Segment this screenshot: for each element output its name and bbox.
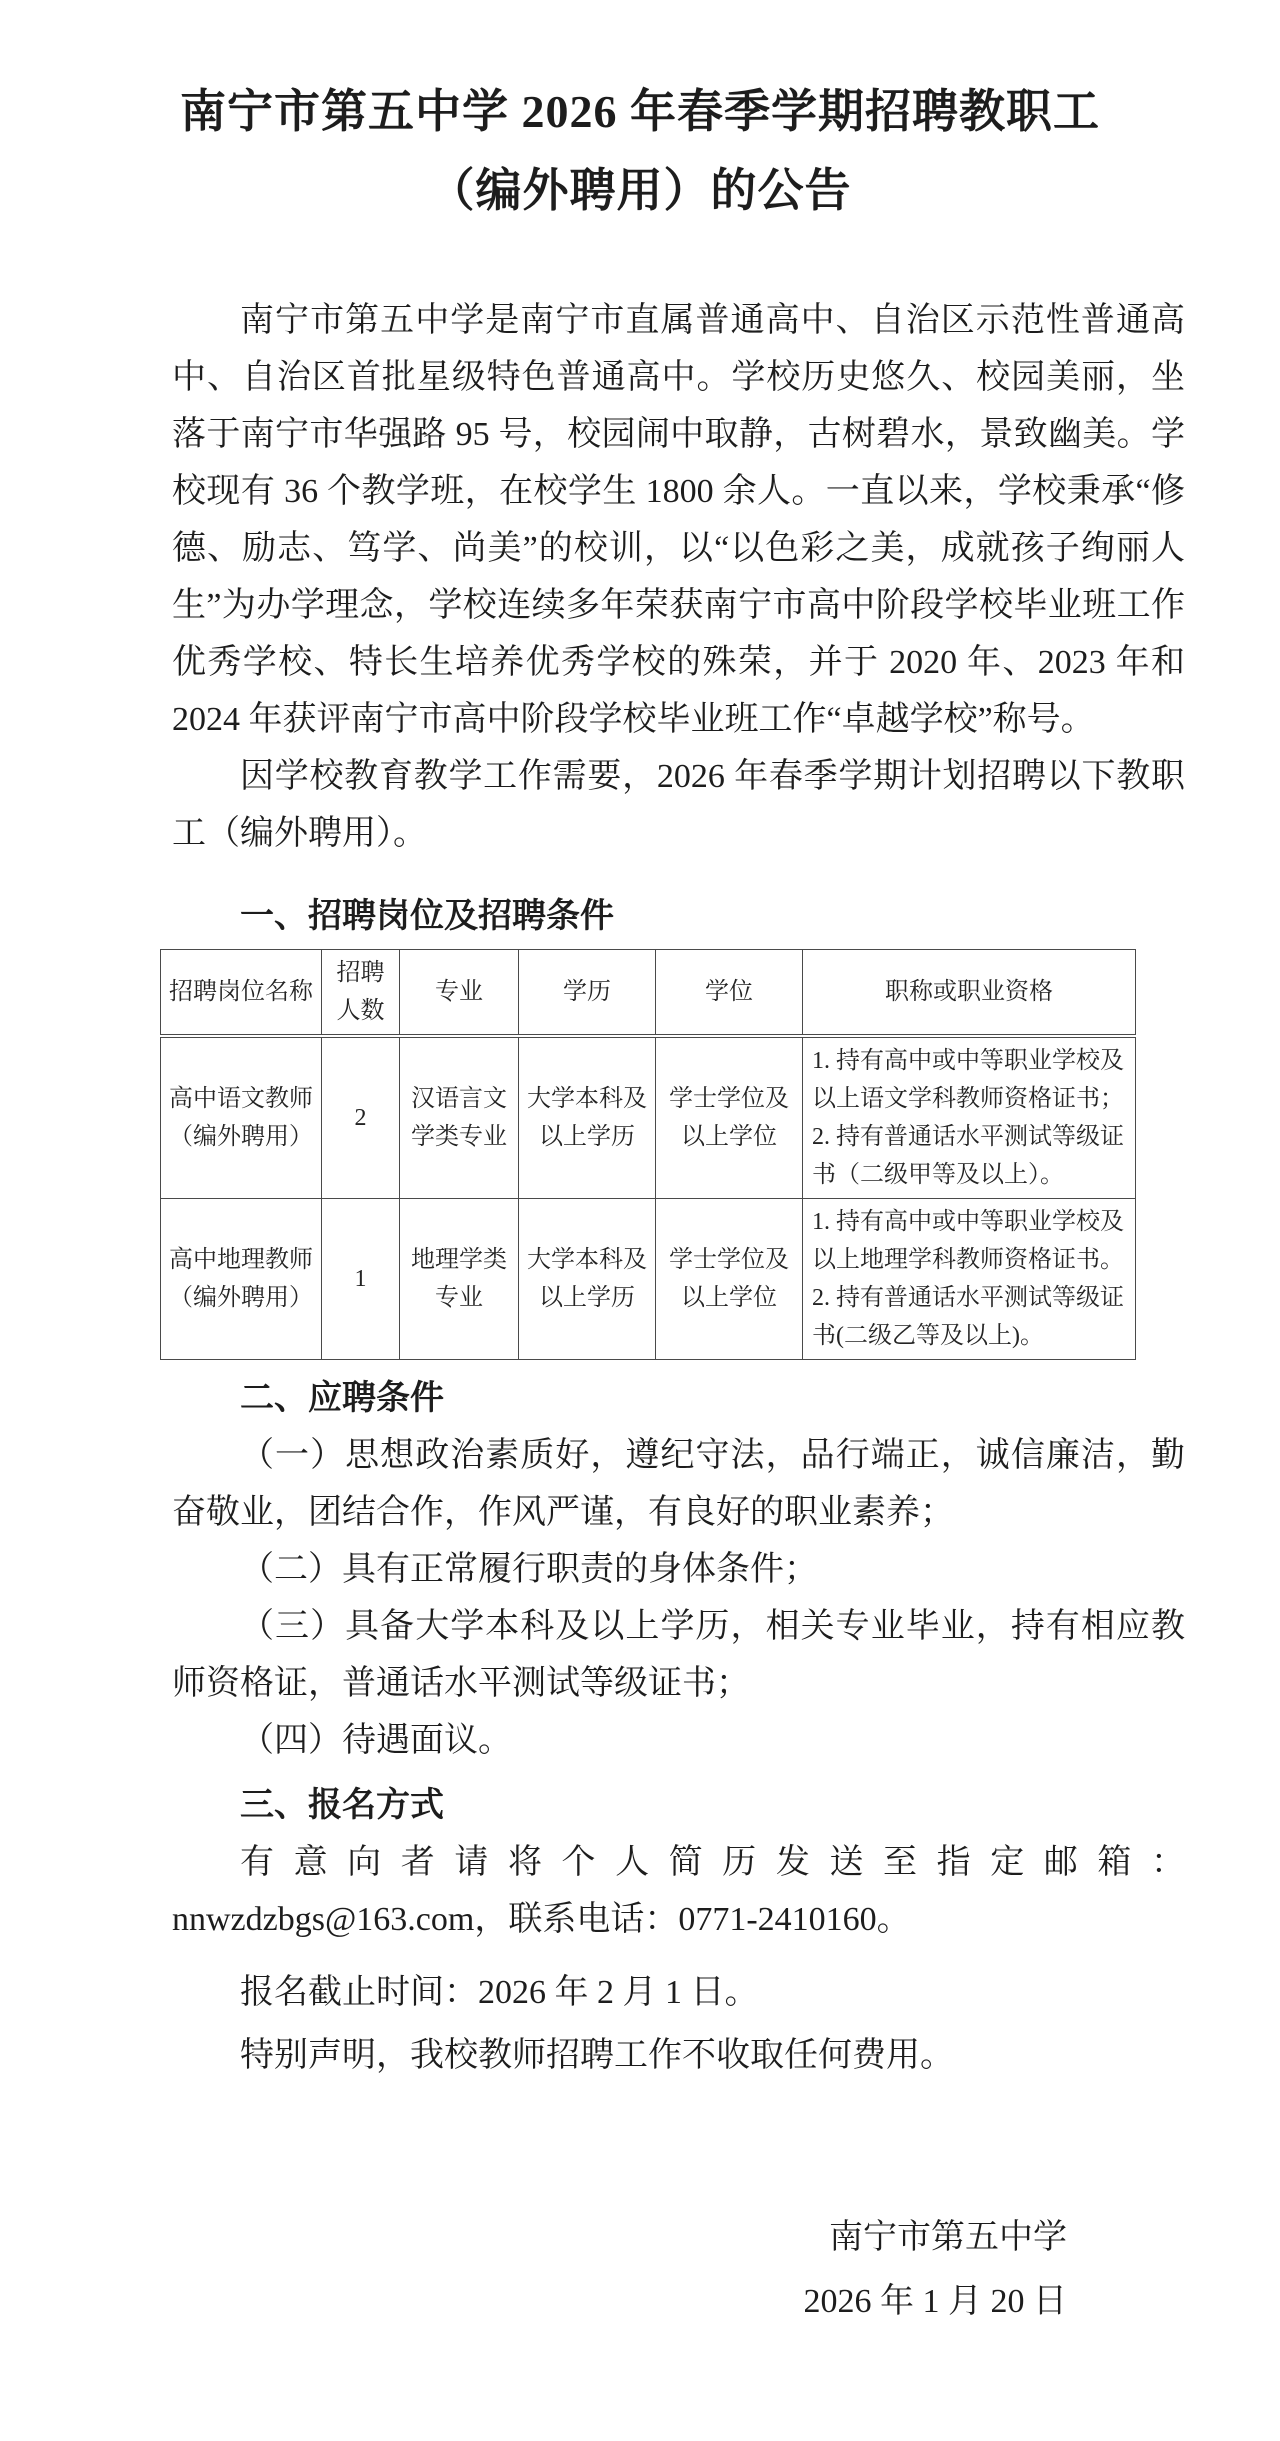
col-header-degree: 学位	[656, 950, 803, 1037]
title-line-1: 南宁市第五中学 2026 年春季学期招聘教职工	[180, 86, 1100, 137]
section2-heading: 二、应聘条件	[240, 1379, 444, 1417]
signature-date: 2026 年 1 月 20 日	[803, 2283, 1067, 2320]
deadline-line: 报名截止时间：2026 年 2 月 1 日。	[240, 1974, 759, 2011]
col-header-qualifications: 职称或职业资格	[803, 950, 1136, 1037]
title-line-2: （编外聘用）的公告	[428, 165, 852, 216]
col-header-major: 专业	[400, 950, 519, 1037]
cell-degree: 学士学位及以上学位	[656, 1199, 803, 1360]
intro-paragraph-2: 因学校教育教学工作需要，2026 年春季学期计划招聘以下教职工（编外聘用）。	[172, 758, 1185, 852]
condition-item-3: （三）具备大学本科及以上学历，相关专业毕业，持有相应教师资格证，普通话水平测试等级证书；	[172, 1608, 1185, 1702]
recruitment-table	[160, 949, 1136, 1360]
cell-major: 地理学类专业	[400, 1199, 519, 1360]
qualification-item-1: 1. 持有高中或中等职业学校及以上地理学科教师资格证书。	[812, 1209, 1124, 1273]
col-header-education: 学历	[519, 950, 656, 1037]
section1-heading: 一、招聘岗位及招聘条件	[240, 897, 614, 935]
cell-qualifications	[803, 1199, 1136, 1360]
condition-item-2: （二）具有正常履行职责的身体条件；	[240, 1551, 818, 1588]
cell-education: 大学本科及以上学历	[519, 1036, 656, 1199]
cell-education: 大学本科及以上学历	[519, 1199, 656, 1360]
cell-qualifications	[803, 1036, 1136, 1199]
cell-count: 2	[322, 1036, 400, 1199]
cell-position: 高中语文教师（编外聘用）	[161, 1036, 322, 1199]
cell-degree: 学士学位及以上学位	[656, 1036, 803, 1199]
page-title	[60, 72, 1220, 230]
cell-position: 高中地理教师（编外聘用）	[161, 1199, 322, 1360]
qualification-item-1: 1. 持有高中或中等职业学校及以上语文学科教师资格证书；	[812, 1048, 1124, 1112]
document-body	[169, 292, 1185, 2334]
condition-item-1: （一）思想政治素质好，遵纪守法，品行端正，诚信廉洁，勤奋敬业，团结合作，作风严谨，有良好的职业素养；	[172, 1437, 1185, 1531]
qualification-item-2: 2. 持有普通话水平测试等级证书（二级甲等及以上）。	[812, 1124, 1124, 1188]
table-header-row	[161, 950, 1136, 1037]
signature-org: 南宁市第五中学	[829, 2219, 1067, 2256]
table-row	[161, 1199, 1136, 1360]
col-header-position: 招聘岗位名称	[161, 950, 322, 1037]
cell-count: 1	[322, 1199, 400, 1360]
qualification-item-2: 2. 持有普通话水平测试等级证书(二级乙等及以上)。	[812, 1285, 1124, 1349]
col-header-count: 招聘人数	[322, 950, 400, 1037]
cell-major: 汉语言文学类专业	[400, 1036, 519, 1199]
apply-line-1: 有意向者请将个人简历发送至指定邮箱：	[240, 1844, 1185, 1881]
table-row	[161, 1036, 1136, 1199]
disclaimer-line: 特别声明，我校教师招聘工作不收取任何费用。	[240, 2037, 954, 2074]
apply-line-2: nnwzdzbgs@163.com，联系电话：0771-2410160。	[172, 1901, 911, 1938]
signature-block	[172, 2206, 1185, 2334]
condition-item-4: （四）待遇面议。	[240, 1722, 512, 1759]
section3-heading: 三、报名方式	[240, 1786, 444, 1824]
intro-paragraph-1: 南宁市第五中学是南宁市直属普通高中、自治区示范性普通高中、自治区首批星级特色普通高中。学校历史悠久、校园美丽，坐落于南宁市华强路 95 号，校园闹中取静，古树碧水，景致幽美。学校现有 36 个教学班，在校学生 1800 余人。一直以来，学校秉承“修德、励志、笃学、尚美”的校训，以“以色彩之美，成就孩子绚丽人生”为办学理念，学校连续多年荣获南宁市高中阶段学校毕业班工作优秀学校、特长生培养优秀学校的殊荣，并于 2020 年、2023 年和 2024 年获评南宁市高中阶段学校毕业班工作“卓越学校”称号。	[172, 302, 1185, 738]
